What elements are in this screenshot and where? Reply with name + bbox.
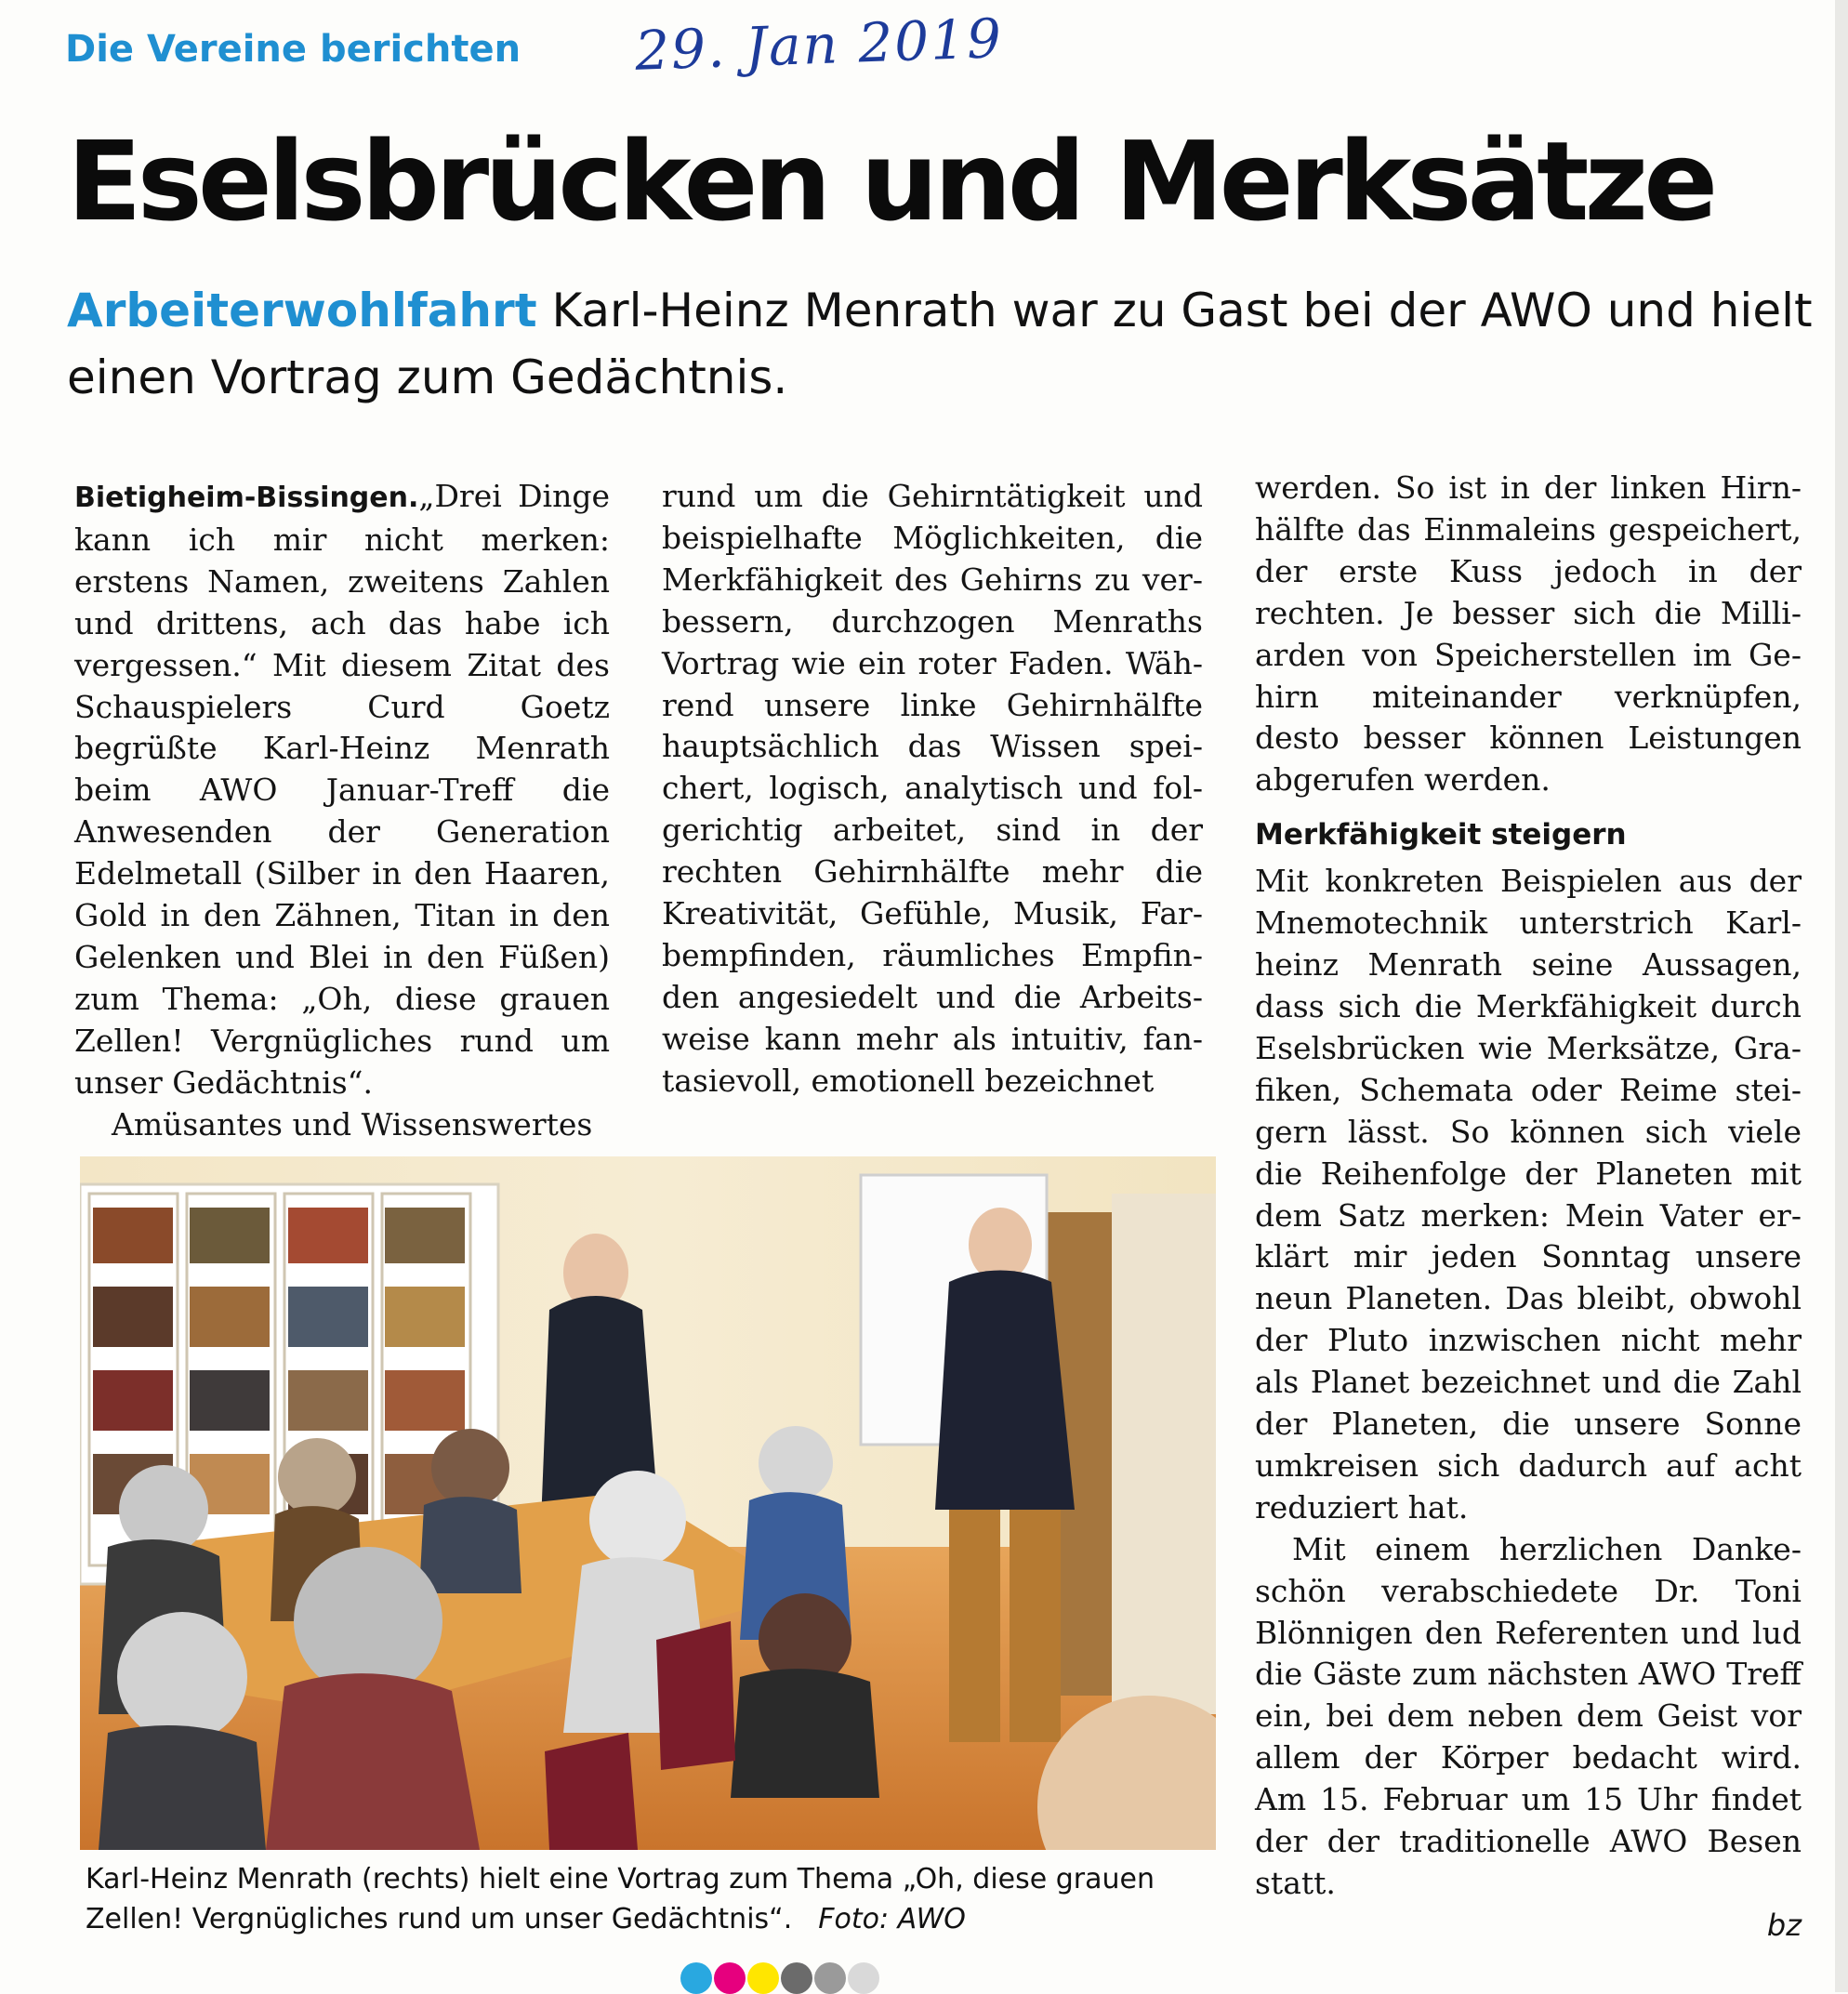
author-initials: bz bbox=[1766, 1907, 1802, 1943]
print-mark-dot bbox=[680, 1962, 712, 1994]
photo-scene bbox=[80, 1156, 1216, 1850]
print-mark-dot bbox=[814, 1962, 846, 1994]
print-mark-dot bbox=[848, 1962, 879, 1994]
handwritten-date: 29. Jan 2019 bbox=[633, 7, 1004, 83]
photo-caption bbox=[86, 1859, 1220, 1939]
caption-text: Karl-Heinz Menrath (rechts) hielt eine Vortrag zum Thema „Oh, diese grauen Zellen! Vergnügliches rund um unser Gedächtnis“. bbox=[86, 1863, 1155, 1935]
headline: Eselsbrücken und Merksätze bbox=[67, 117, 1714, 245]
article-photo bbox=[80, 1156, 1216, 1850]
article-column-2 bbox=[662, 476, 1203, 1103]
article-column-1 bbox=[74, 476, 610, 1146]
body-paragraph: Mit einem herzlichen Dankeschön verabschiedete Dr. Toni Blönnigen den Referenten und lud die Gäste zum nächsten AWO Treff ein, bei dem neben dem Geist vor allem der Körper bedacht wird. Am 15. Februar um 15 Uhr findet der der traditionelle AWO Besen statt. bbox=[1255, 1530, 1802, 1901]
photo-credit: Foto: AWO bbox=[818, 1903, 966, 1935]
subhead-text: Karl-Heinz Menrath war zu Gast bei der AWO und hielt einen Vortrag zum Gedächtnis. bbox=[67, 284, 1813, 404]
body-paragraph: rund um die Gehirntätigkeit und beispielhafte Möglichkeiten, die Merkfähigkeit des Gehirns zu verbessern, durchzogen Menraths Vortrag wie ein roter Faden. Während unsere linke Gehirnhälfte hauptsächlich das Wissen speichert, logisch, analytisch und folgerichtig arbeitet, sind in der rechten Gehirnhälfte mehr die Kreativität, Gefühle, Musik, Farbempfinden, räumliches Empfinden angesiedelt und die Arbeitsweise kann mehr als intuitiv, fantasievoll, emotionell bezeichnet bbox=[662, 478, 1203, 1099]
print-mark-dot bbox=[781, 1962, 812, 1994]
subhead-keyword: Arbeiterwohlfahrt bbox=[67, 284, 537, 337]
body-paragraph: Mit konkreten Beispielen aus der Mnemotechnik unterstrich Karlheinz Menrath seine Aussagen, dass sich die Merkfähigkeit durch Eselsbrücken wie Merksätze, Grafiken, Schemata oder Reime steigern lässt. So können sich viele die Reihenfolge der Planeten mit dem Satz merken: Mein Vater erklärt mir jeden Sonntag unsere neun Planeten. Das bleibt, obwohl der Pluto inzwischen nicht mehr als Planet bezeichnet und die Zahl der Planeten, die unsere Sonne umkreisen sich dadurch auf acht reduziert hat. bbox=[1255, 863, 1802, 1525]
subheading: Merkfähigkeit steigern bbox=[1255, 818, 1627, 852]
print-color-marks bbox=[680, 1962, 879, 1994]
section-kicker: Die Vereine berichten bbox=[65, 28, 521, 71]
print-mark-dot bbox=[747, 1962, 779, 1994]
body-paragraph: Amüsantes und Wissenswertes bbox=[112, 1105, 593, 1142]
body-paragraph: „Drei Dinge kann ich mir nicht merken: erstens Namen, zweitens Zahlen und drittens, ach das habe ich vergessen.“ Mit diesem Zitat des Schauspielers Curd Goetz begrüßte Karl-Heinz Menrath beim AWO Januar-Treff die Anwesenden der Generation Edelmetall (Silber in den Haaren, Gold in den Zähnen, Titan in den Gelenken und Blei in den Füßen) zum Thema: „Oh, diese grauen Zellen! Vergnügliches rund um unser Gedächtnis“. bbox=[74, 478, 610, 1101]
article-column-3 bbox=[1255, 468, 1802, 1947]
body-paragraph: werden. So ist in der linken Hirnhälfte das Einmaleins gespeichert, der erste Kuss jedoch in der rechten. Je besser sich die Milliarden von Speicherstellen im Gehirn miteinander verknüpfen, desto besser können Leistungen abgerufen werden. bbox=[1255, 469, 1802, 799]
page-edge bbox=[1835, 0, 1848, 1992]
dateline: Bietigheim-Bissingen. bbox=[74, 482, 419, 514]
print-mark-dot bbox=[714, 1962, 746, 1994]
subhead bbox=[67, 277, 1815, 411]
